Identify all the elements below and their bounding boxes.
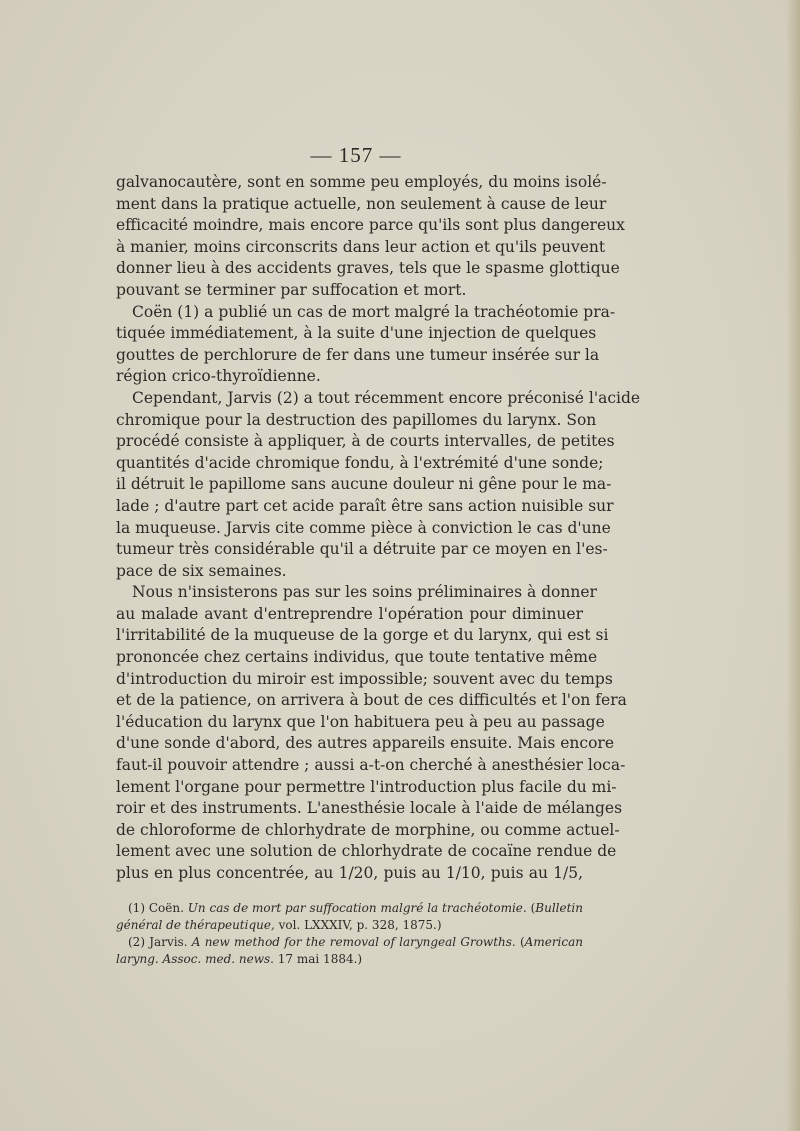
footnote-italic-text: Bulletin [535, 901, 583, 915]
text-line: à manier, moins circonscrits dans leur action et qu'ils peuvent [116, 237, 606, 256]
body-text [116, 172, 641, 885]
footnote-line [116, 934, 583, 951]
footnotes [116, 900, 583, 968]
footnote-line [116, 917, 583, 934]
text-line: d'une sonde d'abord, des autres appareils ensuite. Mais encore [116, 734, 615, 753]
text-line: Nous n'insisterons pas sur les soins préliminaires à donner [132, 583, 597, 602]
text-line: au malade avant d'entreprendre l'opération pour diminuer [116, 604, 583, 623]
text-line: ment dans la pratique actuelle, non seulement à cause de leur [116, 194, 607, 213]
page-number: — 157 — [310, 143, 402, 167]
footnote-text: 17 mai 1884.) [273, 952, 363, 966]
text-line: donner lieu à des accidents graves, tels que le spasme glottique [116, 259, 620, 278]
text-line: plus en plus concentrée, au 1/20, puis au 1/10, puis au 1/5, [116, 864, 583, 882]
text-line: tumeur très considérable qu'il a détruite par ce moyen en l'es- [116, 540, 608, 559]
footnote-italic-text: laryng. Assoc. med. news. [116, 952, 274, 966]
text-line: chromique pour la destruction des papillomes du larynx. Son [116, 410, 597, 429]
page-edge-shadow [786, 0, 800, 1131]
text-line: lement l'organe pour permettre l'introduction plus facile du mi- [116, 777, 617, 796]
footnote-italic-text: A new method for the removal of laryngeal Growths. [191, 935, 516, 949]
footnote-text: vol. LXXXIV, p. 328, 1875.) [274, 918, 442, 932]
footnote-italic-text: American [524, 935, 583, 949]
text-line: l'irritabilité de la muqueuse de la gorge et du larynx, qui est si [116, 626, 609, 645]
text-line: de chloroforme de chlorhydrate de morphine, ou comme actuel- [116, 820, 620, 839]
text-line: l'éducation du larynx que l'on habituera peu à peu au passage [116, 712, 605, 731]
text-line: Coën (1) a publié un cas de mort malgré la trachéotomie pra- [132, 302, 616, 321]
text-line: roir et des instruments. L'anesthésie locale à l'aide de mélanges [116, 799, 623, 818]
text-line: quantités d'acide chromique fondu, à l'extrémité d'une sonde; [116, 453, 604, 472]
text-line: gouttes de perchlorure de fer dans une tumeur insérée sur la [116, 345, 600, 364]
footnote-text: ( [515, 935, 525, 949]
text-line: pace de six semaines. [116, 561, 287, 580]
text-line: il détruit le papillome sans aucune douleur ni gêne pour le ma- [116, 475, 612, 494]
text-line: la muqueuse. Jarvis cite comme pièce à conviction le cas d'une [116, 518, 611, 537]
text-line: Cependant, Jarvis (2) a tout récemment encore préconisé l'acide [132, 388, 641, 407]
footnote-line [116, 951, 583, 968]
text-line: et de la patience, on arrivera à bout de ces difficultés et l'on fera [116, 691, 627, 710]
text-line: lement avec une solution de chlorhydrate de cocaïne rendue de [116, 842, 617, 861]
text-line: faut-il pouvoir attendre ; aussi a-t-on cherché à anesthésier loca- [116, 756, 626, 775]
text-line: procédé consiste à appliquer, à de courts intervalles, de petites [116, 432, 615, 451]
footnote-line [116, 900, 583, 917]
text-line: d'introduction du miroir est impossible; souvent avec du temps [116, 669, 613, 688]
footnote-italic-text: Un cas de mort par suffocation malgré la trachéotomie. [187, 901, 527, 915]
text-line: tiquée immédiatement, à la suite d'une injection de quelques [116, 324, 597, 343]
text-line: efficacité moindre, mais encore parce qu'ils sont plus dangereux [116, 216, 625, 235]
text-line: lade ; d'autre part cet acide paraît être sans action nuisible sur [116, 496, 614, 515]
footnote-italic-text: général de thérapeutique, [116, 918, 275, 932]
text-line: région crico-thyroïdienne. [116, 367, 321, 386]
footnote-text: (1) Coën. [128, 901, 188, 915]
footnote-text: (2) Jarvis. [128, 935, 192, 949]
footnote-text: ( [526, 901, 536, 915]
text-line: prononcée chez certains individus, que toute tentative même [116, 648, 598, 667]
text-line: pouvant se terminer par suffocation et mort. [116, 280, 467, 299]
text-line: galvanocautère, sont en somme peu employés, du moins isolé- [116, 173, 607, 191]
